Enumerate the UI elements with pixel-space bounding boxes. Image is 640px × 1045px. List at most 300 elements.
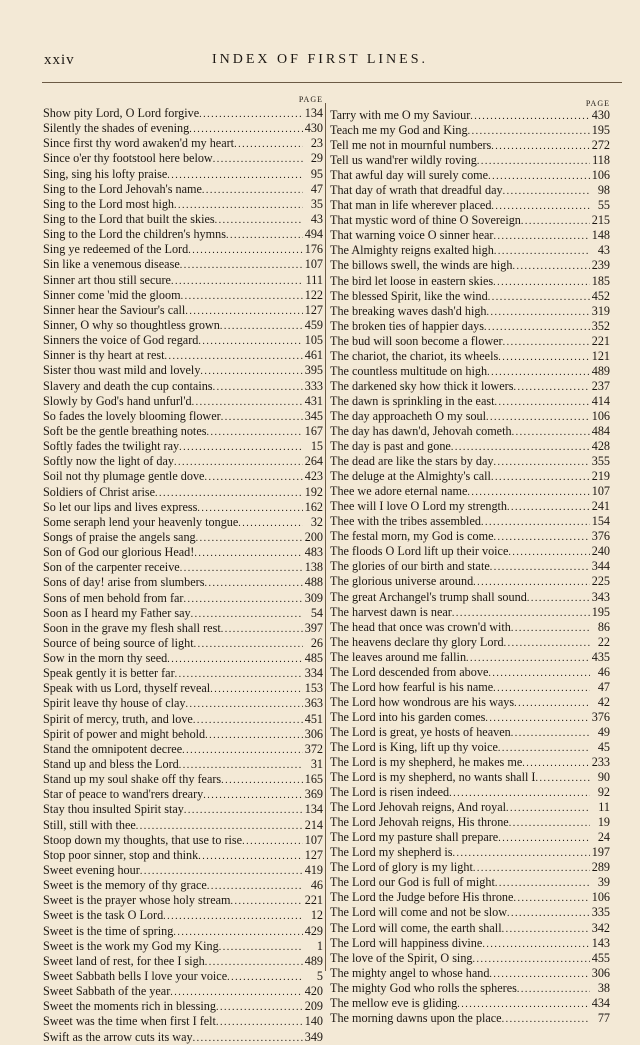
dot-leader bbox=[494, 244, 590, 258]
index-entry bbox=[330, 544, 610, 559]
entry-first-line: Son of the carpenter receive bbox=[43, 560, 180, 575]
index-entry bbox=[330, 108, 610, 123]
dot-leader bbox=[498, 350, 590, 364]
entry-page-number: 46 bbox=[597, 664, 610, 679]
index-entry bbox=[330, 921, 610, 936]
entry-page-number: 335 bbox=[591, 905, 610, 920]
entry-page-number: 23 bbox=[310, 136, 323, 151]
entry-first-line: The bird let loose in eastern skies bbox=[330, 273, 494, 288]
entry-page-number: 355 bbox=[591, 454, 610, 469]
dot-leader bbox=[491, 470, 590, 484]
entry-first-line: The Lord descended from above bbox=[330, 664, 489, 679]
entry-page-number: 397 bbox=[304, 620, 323, 635]
dot-leader bbox=[215, 213, 303, 227]
entry-first-line: The Lord the Judge before His throne bbox=[330, 890, 514, 905]
entry-page-number: 484 bbox=[591, 423, 610, 438]
entry-page-number: 414 bbox=[591, 393, 610, 408]
entry-page-number: 138 bbox=[304, 560, 323, 575]
index-entry bbox=[43, 969, 323, 984]
index-entry bbox=[43, 681, 323, 696]
index-entry bbox=[43, 696, 323, 711]
dot-leader bbox=[468, 124, 590, 138]
dot-leader bbox=[199, 107, 303, 121]
dot-leader bbox=[204, 576, 302, 590]
entry-first-line: Sow in the morn thy seed bbox=[43, 651, 168, 666]
entry-page-number: 240 bbox=[591, 544, 610, 559]
dot-leader bbox=[473, 575, 590, 589]
dot-leader bbox=[527, 591, 590, 605]
entry-page-number: 11 bbox=[598, 800, 610, 815]
dot-leader bbox=[493, 229, 589, 243]
entry-first-line: The Lord of glory is my light bbox=[330, 860, 473, 875]
index-entry bbox=[43, 197, 323, 212]
entry-page-number: 221 bbox=[304, 893, 323, 908]
index-entry bbox=[43, 787, 323, 802]
entry-first-line: Still, still with thee bbox=[43, 817, 136, 832]
entry-page-number: 153 bbox=[304, 681, 323, 696]
entry-first-line: Soft be the gentle breathing notes bbox=[43, 423, 207, 438]
index-entry bbox=[330, 680, 610, 695]
entry-page-number: 219 bbox=[591, 469, 610, 484]
entry-first-line: Sing to the Lord that built the skies bbox=[43, 211, 215, 226]
index-entry bbox=[330, 936, 610, 951]
entry-first-line: Sinner art thou still secure bbox=[43, 272, 171, 287]
dot-leader bbox=[482, 937, 589, 951]
dot-leader bbox=[171, 274, 303, 288]
entry-page-number: 95 bbox=[310, 166, 323, 181]
entry-page-number: 107 bbox=[304, 832, 323, 847]
index-entry bbox=[330, 996, 610, 1011]
index-entry bbox=[43, 1030, 323, 1045]
index-entry bbox=[330, 574, 610, 589]
index-entry bbox=[330, 304, 610, 319]
entry-page-number: 106 bbox=[591, 168, 610, 183]
entry-page-number: 42 bbox=[597, 694, 610, 709]
dot-leader bbox=[226, 228, 303, 242]
entry-first-line: Sinner come 'mid the gloom bbox=[43, 287, 181, 302]
entry-page-number: 489 bbox=[304, 953, 323, 968]
entry-page-number: 143 bbox=[591, 935, 610, 950]
entry-page-number: 221 bbox=[591, 333, 610, 348]
entry-first-line: The day is past and gone bbox=[330, 439, 451, 454]
entry-page-number: 19 bbox=[597, 815, 610, 830]
index-entry bbox=[330, 815, 610, 830]
entry-first-line: Sons of men behold from far bbox=[43, 590, 184, 605]
dot-leader bbox=[184, 803, 303, 817]
index-entry bbox=[43, 908, 323, 923]
header-rule bbox=[42, 82, 622, 83]
entry-page-number: 122 bbox=[304, 287, 323, 302]
entry-first-line: Source of being source of light bbox=[43, 635, 194, 650]
entry-page-number: 430 bbox=[304, 121, 323, 136]
entry-first-line: Tarry with me O my Saviour bbox=[330, 108, 471, 122]
index-entry bbox=[43, 591, 323, 606]
entry-first-line: Sons of day! arise from slumbers bbox=[43, 575, 205, 590]
dot-leader bbox=[210, 682, 303, 696]
entry-first-line: The Lord is my shepherd, he makes me bbox=[330, 755, 523, 770]
entry-first-line: Some seraph lend your heavenly tongue bbox=[43, 514, 239, 529]
entry-first-line: Tell me not in mournful numbers bbox=[330, 138, 492, 153]
entry-first-line: Soil not thy plumage gentle dove bbox=[43, 469, 205, 484]
index-entry bbox=[330, 243, 610, 258]
dot-leader bbox=[194, 546, 302, 560]
dot-leader bbox=[451, 440, 590, 454]
index-entry bbox=[330, 755, 610, 770]
entry-first-line: Soon as I heard my Father say bbox=[43, 605, 191, 620]
dot-leader bbox=[206, 425, 302, 439]
entry-page-number: 485 bbox=[304, 651, 323, 666]
dot-leader bbox=[509, 816, 590, 830]
entry-page-number: 165 bbox=[304, 772, 323, 787]
entry-first-line: The morning dawns upon the place bbox=[330, 1010, 502, 1025]
entry-first-line: Sweet is the task O Lord bbox=[43, 908, 164, 923]
dot-leader bbox=[180, 258, 303, 272]
dot-leader bbox=[495, 876, 590, 890]
entry-page-number: 140 bbox=[304, 1014, 323, 1029]
entry-first-line: Sweet is the memory of thy grace bbox=[43, 878, 207, 893]
entry-first-line: Sweet is the work my God my King bbox=[43, 938, 219, 953]
dot-leader bbox=[512, 425, 590, 439]
dot-leader bbox=[485, 711, 589, 725]
entry-first-line: Sinner, O why so thoughtless grown bbox=[43, 317, 220, 332]
index-entry bbox=[43, 439, 323, 454]
entry-first-line: The Lord will come, the earth shall bbox=[330, 920, 502, 935]
entry-page-number: 241 bbox=[591, 499, 610, 514]
entry-page-number: 333 bbox=[304, 378, 323, 393]
entry-first-line: Slowly by God's hand unfurl'd bbox=[43, 393, 192, 408]
index-entry bbox=[330, 650, 610, 665]
index-entry bbox=[43, 924, 323, 939]
dot-leader bbox=[498, 831, 590, 845]
dot-leader bbox=[227, 970, 303, 984]
dot-leader bbox=[170, 985, 302, 999]
entry-page-number: 77 bbox=[597, 1010, 610, 1025]
entry-first-line: The Lord is risen indeed bbox=[330, 785, 450, 800]
index-entry bbox=[330, 830, 610, 845]
index-entry bbox=[330, 153, 610, 168]
dot-leader bbox=[205, 955, 303, 969]
entry-page-number: 434 bbox=[591, 995, 610, 1010]
index-entry bbox=[330, 981, 610, 996]
entry-page-number: 86 bbox=[597, 619, 610, 634]
dot-leader bbox=[491, 139, 589, 153]
entry-first-line: The Lord into his garden comes bbox=[330, 709, 486, 724]
entry-first-line: Show pity Lord, O Lord forgive bbox=[43, 106, 200, 120]
index-entry bbox=[330, 424, 610, 439]
index-entry bbox=[330, 740, 610, 755]
entry-page-number: 451 bbox=[304, 711, 323, 726]
entry-page-number: 107 bbox=[304, 257, 323, 272]
dot-leader bbox=[189, 122, 302, 136]
index-entry bbox=[43, 742, 323, 757]
dot-leader bbox=[140, 864, 303, 878]
dot-leader bbox=[193, 1031, 303, 1045]
entry-page-number: 106 bbox=[591, 408, 610, 423]
entry-first-line: The Lord is King, lift up thy voice bbox=[330, 739, 498, 754]
entry-page-number: 429 bbox=[304, 923, 323, 938]
index-entry bbox=[43, 106, 323, 121]
left-entry-list bbox=[43, 106, 323, 1045]
index-entry bbox=[330, 394, 610, 409]
index-entry bbox=[43, 424, 323, 439]
entry-page-number: 22 bbox=[597, 634, 610, 649]
entry-first-line: Stand the omnipotent decree bbox=[43, 741, 183, 756]
entry-first-line: The glorious universe around bbox=[330, 574, 474, 589]
entry-first-line: So let our lips and lives express bbox=[43, 499, 198, 514]
entry-first-line: The mighty angel to whose hand bbox=[330, 965, 490, 980]
index-entry bbox=[43, 136, 323, 151]
index-entry bbox=[43, 288, 323, 303]
index-entry bbox=[43, 485, 323, 500]
entry-first-line: The broken ties of happier days bbox=[330, 318, 484, 333]
entry-page-number: 195 bbox=[591, 604, 610, 619]
entry-page-number: 118 bbox=[592, 153, 610, 168]
entry-first-line: Sweet evening hour bbox=[43, 863, 140, 878]
index-entry bbox=[330, 605, 610, 620]
entry-page-number: 185 bbox=[591, 273, 610, 288]
index-entry bbox=[43, 545, 323, 560]
dot-leader bbox=[490, 560, 590, 574]
index-entry bbox=[43, 1014, 323, 1029]
entry-page-number: 46 bbox=[310, 878, 323, 893]
index-entry bbox=[43, 227, 323, 242]
index-entry bbox=[43, 954, 323, 969]
entry-page-number: 369 bbox=[304, 787, 323, 802]
index-entry bbox=[43, 984, 323, 999]
entry-page-number: 488 bbox=[304, 575, 323, 590]
dot-leader bbox=[521, 214, 590, 228]
entry-first-line: The billows swell, the winds are high bbox=[330, 258, 513, 273]
index-entry bbox=[330, 454, 610, 469]
entry-first-line: Sweet Sabbath of the year bbox=[43, 984, 171, 999]
dot-leader bbox=[167, 652, 302, 666]
entry-page-number: 349 bbox=[304, 1029, 323, 1044]
entry-first-line: Spirit of mercy, truth, and love bbox=[43, 711, 193, 726]
entry-page-number: 420 bbox=[304, 984, 323, 999]
index-entry bbox=[43, 333, 323, 348]
entry-first-line: The dawn is sprinkling in the east bbox=[330, 393, 495, 408]
page-number: xxiv bbox=[44, 52, 75, 68]
entry-first-line: The countless multitude on high bbox=[330, 363, 488, 378]
index-entry bbox=[43, 999, 323, 1014]
dot-leader bbox=[503, 335, 590, 349]
entry-page-number: 43 bbox=[310, 211, 323, 226]
entry-page-number: 319 bbox=[591, 303, 610, 318]
dot-leader bbox=[221, 622, 303, 636]
dot-leader bbox=[489, 967, 589, 981]
index-entry bbox=[43, 318, 323, 333]
entry-page-number: 24 bbox=[597, 830, 610, 845]
entry-first-line: Sing to the Lord most high bbox=[43, 196, 175, 211]
index-entry bbox=[43, 469, 323, 484]
dot-leader bbox=[221, 773, 303, 787]
dot-leader bbox=[185, 304, 302, 318]
entry-first-line: Spirit leave thy house of clay bbox=[43, 696, 186, 711]
index-entry bbox=[330, 590, 610, 605]
entry-page-number: 376 bbox=[591, 709, 610, 724]
entry-page-number: 197 bbox=[591, 845, 610, 860]
dot-leader bbox=[453, 846, 590, 860]
dot-leader bbox=[200, 364, 302, 378]
dot-leader bbox=[182, 743, 303, 757]
index-entry bbox=[330, 228, 610, 243]
index-entry bbox=[330, 905, 610, 920]
entry-page-number: 423 bbox=[304, 469, 323, 484]
entry-page-number: 494 bbox=[304, 227, 323, 242]
entry-page-number: 35 bbox=[310, 196, 323, 211]
left-column bbox=[43, 94, 323, 1045]
entry-page-number: 345 bbox=[304, 408, 323, 423]
entry-first-line: The blessed Spirit, like the wind bbox=[330, 288, 488, 303]
index-entry bbox=[43, 454, 323, 469]
index-entry bbox=[43, 802, 323, 817]
entry-first-line: The darkened sky how thick it lowers bbox=[330, 378, 514, 393]
dot-leader bbox=[213, 380, 303, 394]
entry-first-line: The harvest dawn is near bbox=[330, 604, 452, 619]
entry-page-number: 39 bbox=[597, 875, 610, 890]
entry-first-line: Sing to the Lord Jehovah's name bbox=[43, 181, 202, 196]
entry-page-number: 47 bbox=[597, 679, 610, 694]
index-entry bbox=[43, 863, 323, 878]
entry-page-number: 239 bbox=[591, 258, 610, 273]
dot-leader bbox=[191, 607, 303, 621]
entry-first-line: Softly fades the twilight ray bbox=[43, 439, 180, 454]
entry-page-number: 45 bbox=[597, 739, 610, 754]
index-entry bbox=[43, 409, 323, 424]
entry-page-number: 461 bbox=[304, 348, 323, 363]
index-entry bbox=[330, 439, 610, 454]
dot-leader bbox=[183, 592, 302, 606]
index-entry bbox=[330, 198, 610, 213]
index-entry bbox=[330, 800, 610, 815]
dot-leader bbox=[481, 515, 590, 529]
dot-leader bbox=[493, 455, 589, 469]
entry-page-number: 452 bbox=[591, 288, 610, 303]
entry-first-line: That warning voice O sinner hear bbox=[330, 228, 494, 243]
entry-first-line: Sinners the voice of God regard bbox=[43, 333, 199, 348]
entry-page-number: 31 bbox=[310, 757, 323, 772]
entry-page-number: 455 bbox=[591, 950, 610, 965]
entry-page-number: 225 bbox=[591, 574, 610, 589]
dot-leader bbox=[506, 801, 590, 815]
index-entry bbox=[43, 379, 323, 394]
index-entry bbox=[330, 770, 610, 785]
index-entry bbox=[43, 530, 323, 545]
entry-first-line: The dead are like the stars by day bbox=[330, 454, 494, 469]
dot-leader bbox=[522, 756, 589, 770]
dot-leader bbox=[513, 380, 589, 394]
dot-leader bbox=[504, 636, 590, 650]
index-entry bbox=[43, 303, 323, 318]
entry-page-number: 106 bbox=[591, 890, 610, 905]
dot-leader bbox=[175, 667, 303, 681]
entry-page-number: 162 bbox=[304, 499, 323, 514]
entry-page-number: 215 bbox=[591, 213, 610, 228]
entry-first-line: Star of peace to wand'rers dreary bbox=[43, 787, 204, 802]
entry-page-number: 334 bbox=[304, 666, 323, 681]
entry-first-line: Sweet is the prayer whose holy stream bbox=[43, 893, 231, 908]
dot-leader bbox=[186, 697, 303, 711]
dot-leader bbox=[512, 259, 589, 273]
index-entry bbox=[330, 966, 610, 981]
dot-leader bbox=[179, 758, 303, 772]
entry-first-line: The deluge at the Almighty's call bbox=[330, 469, 491, 484]
entry-page-number: 309 bbox=[304, 590, 323, 605]
entry-page-number: 306 bbox=[304, 726, 323, 741]
index-entry bbox=[330, 559, 610, 574]
entry-first-line: Stay thou insulted Spirit stay bbox=[43, 802, 184, 817]
entry-first-line: Stand up my soul shake off thy fears bbox=[43, 772, 222, 787]
entry-page-number: 233 bbox=[591, 755, 610, 770]
index-entry bbox=[43, 363, 323, 378]
entry-first-line: Swift as the arrow cuts its way bbox=[43, 1029, 193, 1044]
entry-first-line: The mighty God who rolls the spheres bbox=[330, 980, 517, 995]
entry-page-number: 209 bbox=[304, 999, 323, 1014]
entry-first-line: That mystic word of thine O Sovereign bbox=[330, 213, 521, 228]
entry-first-line: Since first thy word awaken'd my heart bbox=[43, 136, 235, 151]
entry-first-line: The Lord my pasture shall prepare bbox=[330, 830, 499, 845]
index-entry bbox=[43, 939, 323, 954]
entry-page-number: 49 bbox=[597, 724, 610, 739]
entry-page-number: 430 bbox=[591, 108, 610, 122]
entry-first-line: Thee with the tribes assembled bbox=[330, 514, 481, 529]
dot-leader bbox=[198, 849, 302, 863]
dot-leader bbox=[188, 243, 303, 257]
entry-first-line: So fades the lovely blooming flower bbox=[43, 408, 221, 423]
entry-page-number: 55 bbox=[597, 198, 610, 213]
entry-page-number: 148 bbox=[591, 228, 610, 243]
entry-first-line: Sin like a venemous disease bbox=[43, 257, 180, 272]
entry-first-line: Sinner hear the Saviour's call bbox=[43, 302, 186, 317]
dot-leader bbox=[179, 440, 303, 454]
dot-leader bbox=[493, 530, 589, 544]
index-entry bbox=[43, 712, 323, 727]
entry-first-line: Sweet is the time of spring bbox=[43, 923, 174, 938]
dot-leader bbox=[196, 531, 303, 545]
dot-leader bbox=[457, 997, 589, 1011]
entry-page-number: 489 bbox=[591, 363, 610, 378]
entry-first-line: Sing, sing his lofty praise bbox=[43, 166, 168, 181]
entry-first-line: The festal morn, my God is come bbox=[330, 529, 494, 544]
entry-page-number: 167 bbox=[304, 423, 323, 438]
index-entry bbox=[330, 469, 610, 484]
index-entry bbox=[43, 394, 323, 409]
index-entry bbox=[43, 151, 323, 166]
entry-first-line: The floods O Lord lift up their voice bbox=[330, 544, 509, 559]
index-entry bbox=[330, 258, 610, 273]
dot-leader bbox=[487, 305, 590, 319]
entry-page-number: 15 bbox=[310, 439, 323, 454]
dot-leader bbox=[238, 516, 303, 530]
entry-page-number: 111 bbox=[305, 272, 323, 287]
entry-first-line: The Lord Jehovah reigns, And royal bbox=[330, 800, 506, 815]
entry-first-line: Sweet land of rest, for thee I sigh bbox=[43, 953, 205, 968]
index-entry bbox=[43, 772, 323, 787]
dot-leader bbox=[165, 349, 303, 363]
index-entry bbox=[43, 273, 323, 288]
dot-leader bbox=[511, 621, 590, 635]
dot-leader bbox=[507, 500, 590, 514]
dot-leader bbox=[213, 152, 303, 166]
index-entry bbox=[43, 848, 323, 863]
entry-page-number: 54 bbox=[310, 605, 323, 620]
entry-page-number: 459 bbox=[304, 317, 323, 332]
entry-page-number: 200 bbox=[304, 529, 323, 544]
index-entry bbox=[43, 727, 323, 742]
dot-leader bbox=[487, 365, 590, 379]
dot-leader bbox=[216, 1000, 303, 1014]
entry-first-line: The mellow eve is gliding bbox=[330, 995, 458, 1010]
